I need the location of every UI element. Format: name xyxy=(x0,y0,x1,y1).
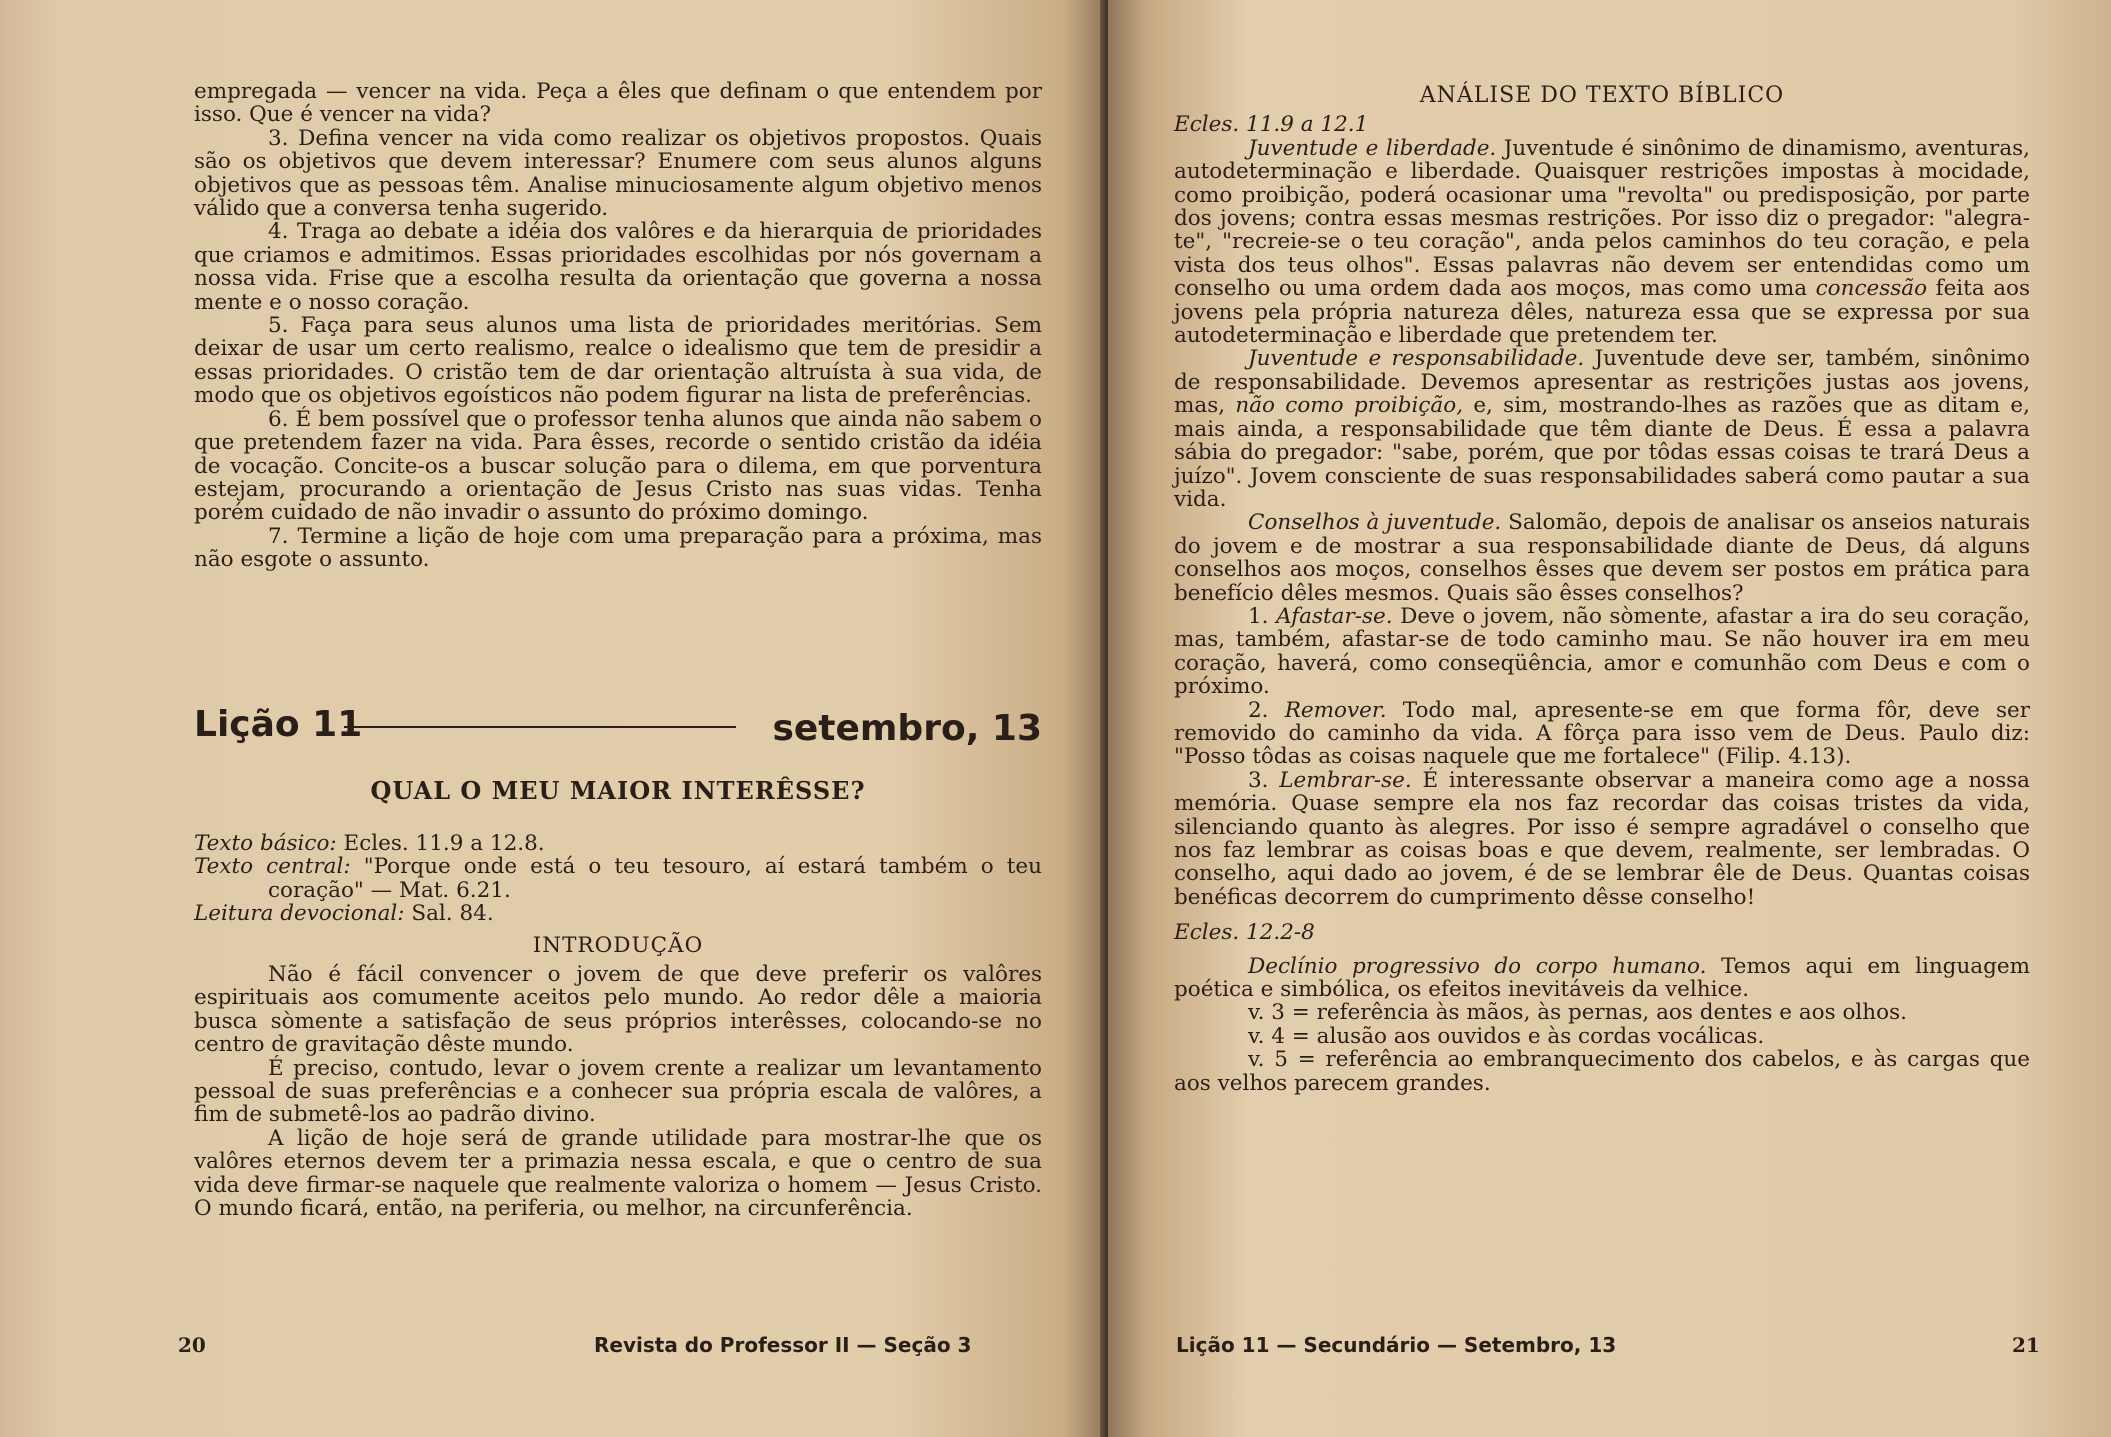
paragraph: 3. Lembrar-se. É interessante observar a maneira como age a nossa memória. Quase sempre ela nos faz recordar das coisas tristes da vida, silenciando quanto às alegres. Por isso é sempre agradável o conselho que nos faz lembrar as coisas boas e que devem, realmente, ser lembradas. O conselho, aqui dado ao jovem, é de se lembrar êle de Deus. Quantas coisas benéficas decorrem do cumprimento dêsse conselho! xyxy=(1174,767,2031,910)
leitura-devocional xyxy=(194,902,1042,925)
paragraph: Declínio progressivo do corpo humano. Temos aqui em linguagem poética e simbólica, os efeitos inevitáveis da velhice. xyxy=(1174,953,2030,1003)
paragraph: Conselhos à juventude. Salomão, depois de analisar os anseios naturais do jovem e de mostrar a sua responsabilidade diante de Deus, dá alguns conselhos aos moços, conselhos êsses que devem ser postos em prática para benefício dêles mesmos. Quais são êsses conselhos? xyxy=(1174,510,2030,606)
section-title: Juventude e liberdade. xyxy=(1248,135,1497,161)
left-column xyxy=(194,80,1042,572)
leitura-value: Sal. 84. xyxy=(411,901,494,927)
lesson-number: Lição 11 xyxy=(194,704,363,745)
lesson-title: QUAL O MEU MAIOR INTERÊSSE? xyxy=(370,776,866,805)
section-title: Afastar-se. xyxy=(1276,603,1393,629)
texto-basico-label: Texto básico: xyxy=(194,831,337,856)
paragraph: 7. Termine a lição de hoje com uma preparação para a próxima, mas não esgote o assunto. xyxy=(194,523,1042,573)
texto-central-label: Texto central: xyxy=(194,854,351,880)
section-title: Remover. xyxy=(1284,697,1387,723)
paragraph: 4. Traga ao debate a idéia dos valôres e da hierarquia de prioridades que criamos e admitimos. Essas prioridades escolhidas por nós governam a nossa vida. Frise que a escolha resulta da orientação que governa a nossa mente e o nosso coração. xyxy=(194,219,1042,315)
section-title: Lembrar-se. xyxy=(1279,767,1412,793)
texto-central xyxy=(194,855,1042,902)
paragraph: 3. Defina vencer na vida como realizar os objetivos propostos. Quais são os objetivos que devem interessar? Enumere com seus alunos alguns objetivos que as pessoas têm. Analise minuciosamente algum objetivo menos válido que a conversa tenha sugerido. xyxy=(194,125,1042,222)
paragraph: 2. Remover. Todo mal, apresente-se em que forma fôr, deve ser removido do caminho da vida. A fôrça para isso vem de Deus. Paulo diz: "Posso tôdas as coisas naquele que me fortalece" (Filip. 4.13). xyxy=(1174,697,2031,770)
lesson-date: setembro, 13 xyxy=(772,708,1042,749)
right-column xyxy=(1174,84,2030,1095)
verse-note: v. 4 = alusão aos ouvidos e às cordas vocálicas. xyxy=(1248,1023,1765,1049)
texto-basico-value: Ecles. 11.9 a 12.8. xyxy=(343,831,545,856)
scripture-ref: Ecles. 12.2-8 xyxy=(1174,920,1315,946)
paragraph: 1. Afastar-se. Deve o jovem, não sòmente, afastar a ira do seu coração, mas, também, afastar-se de todo caminho mau. Se não houver ira em meu coração, haverá, como conseqüência, amor e comunhão com Deus e com o próximo. xyxy=(1174,603,2030,700)
verse-note: v. 5 = referência ao embranquecimento dos cabelos, e às cargas que aos velhos parecem grandes. xyxy=(1174,1047,2030,1096)
paragraph: empregada — vencer na vida. Peça a êles que definam o que entendem por isso. Que é vencer na vida? xyxy=(194,79,1042,128)
section-title: Declínio progressivo do corpo humano. xyxy=(1248,953,1707,979)
lesson-rule xyxy=(344,726,736,728)
lesson-header xyxy=(194,704,1042,754)
paragraph: Não é fácil convencer o jovem de que deve preferir os valôres espirituais aos comumente aceitos pelo mundo. Ao redor dêle a maioria busca sòmente a satisfação de seus próprios interêsses, colocando-se no centro de gravitação dêste mundo. xyxy=(194,962,1042,1058)
page-number: 20 xyxy=(178,1333,206,1357)
right-page xyxy=(1108,0,2111,1437)
paragraph: 5. Faça para seus alunos uma lista de prioridades meritórias. Sem deixar de usar um certo realismo, realce o idealismo que tem de presidir a essas prioridades. O cristão tem de dar orientação altruísta à sua vida, de modo que os objetivos egoísticos não podem figurar na lista de preferências. xyxy=(194,313,1042,409)
verse-note: v. 3 = referência às mãos, às pernas, aos dentes e aos olhos. xyxy=(1248,1000,1907,1026)
paragraph: Juventude e liberdade. Juventude é sinônimo de dinamismo, aventuras, autodeterminação e liberdade. Quaisquer restrições impostas à mocidade, como proibição, poderá ocasionar uma "revolta" ou predisposição, por parte dos jovens; contra essas mesmas restrições. Por isso diz o pregador: "alegra-te", "recreie-se o teu coração", anda pelos caminhos do teu coração, e pela vista dos teus olhos". Essas palavras não devem ser entendidas como um conselho ou uma ordem dada aos moços, mas como uma concessão feita aos jovens pela própria natureza dêles, natureza essa que se expressa por sua autodeterminação e liberdade que pretendem ter. xyxy=(1174,135,2031,349)
paragraph: Juventude e responsabilidade. Juventude deve ser, também, sinônimo de responsabilidade. Devemos apresentar as restrições justas aos jovens, mas, não como proibição, e, sim, mostrando-lhes as razões que as ditam e, mais ainda, a responsabilidade que têm diante de Deus. É essa a palavra sábia do pregador: "sabe, porém, que por tôdas essas coisas te trará Deus a juízo". Jovem consciente de suas responsabilidades saberá como pautar a sua vida. xyxy=(1174,346,2030,512)
leitura-label: Leitura devocional: xyxy=(194,901,405,927)
right-footer: Lição 11 — Secundário — Setembro, 13 xyxy=(1176,1333,1617,1357)
texto-central-value: "Porque onde está o teu tesouro, aí estará também o teu coração" — Mat. 6.21. xyxy=(268,854,1043,903)
lesson-body xyxy=(194,832,1042,1221)
section-title: Juventude e responsabilidade. xyxy=(1248,346,1585,372)
scripture-ref: Ecles. 11.9 a 12.1 xyxy=(1174,112,1369,138)
running-head: ANÁLISE DO TEXTO BÍBLICO xyxy=(1419,83,1785,108)
paragraph: 6. É bem possível que o professor tenha alunos que ainda não sabem o que pretendem fazer na vida. Para êsses, recorde o sentido cristão da idéia de vocação. Concite-os a buscar solução para o dilema, em que porventura estejam, procurando a orientação de Jesus Cristo nas suas vidas. Tenha porém cuidado de não invadir o assunto do próximo domingo. xyxy=(194,406,1042,526)
section-title: Conselhos à juventude. xyxy=(1248,510,1502,536)
paragraph: É preciso, contudo, levar o jovem crente a realizar um levantamento pessoal de suas preferências e a conhecer sua própria escala de valôres, a fim de submetê-los ao padrão divino. xyxy=(194,1055,1042,1128)
page-number: 21 xyxy=(2012,1333,2040,1357)
paragraph: A lição de hoje será de grande utilidade para mostrar-lhe que os valôres eternos devem ter a primazia nessa escala, e que o centro de sua vida deve firmar-se naquele que realmente valoriza o homem — Jesus Cristo. O mundo ficará, então, na periferia, ou melhor, na circunferência. xyxy=(194,1125,1042,1222)
left-footer: Revista do Professor II — Seção 3 xyxy=(594,1333,972,1357)
introduction-heading: INTRODUÇÃO xyxy=(532,932,704,958)
texto-basico xyxy=(194,832,1042,855)
